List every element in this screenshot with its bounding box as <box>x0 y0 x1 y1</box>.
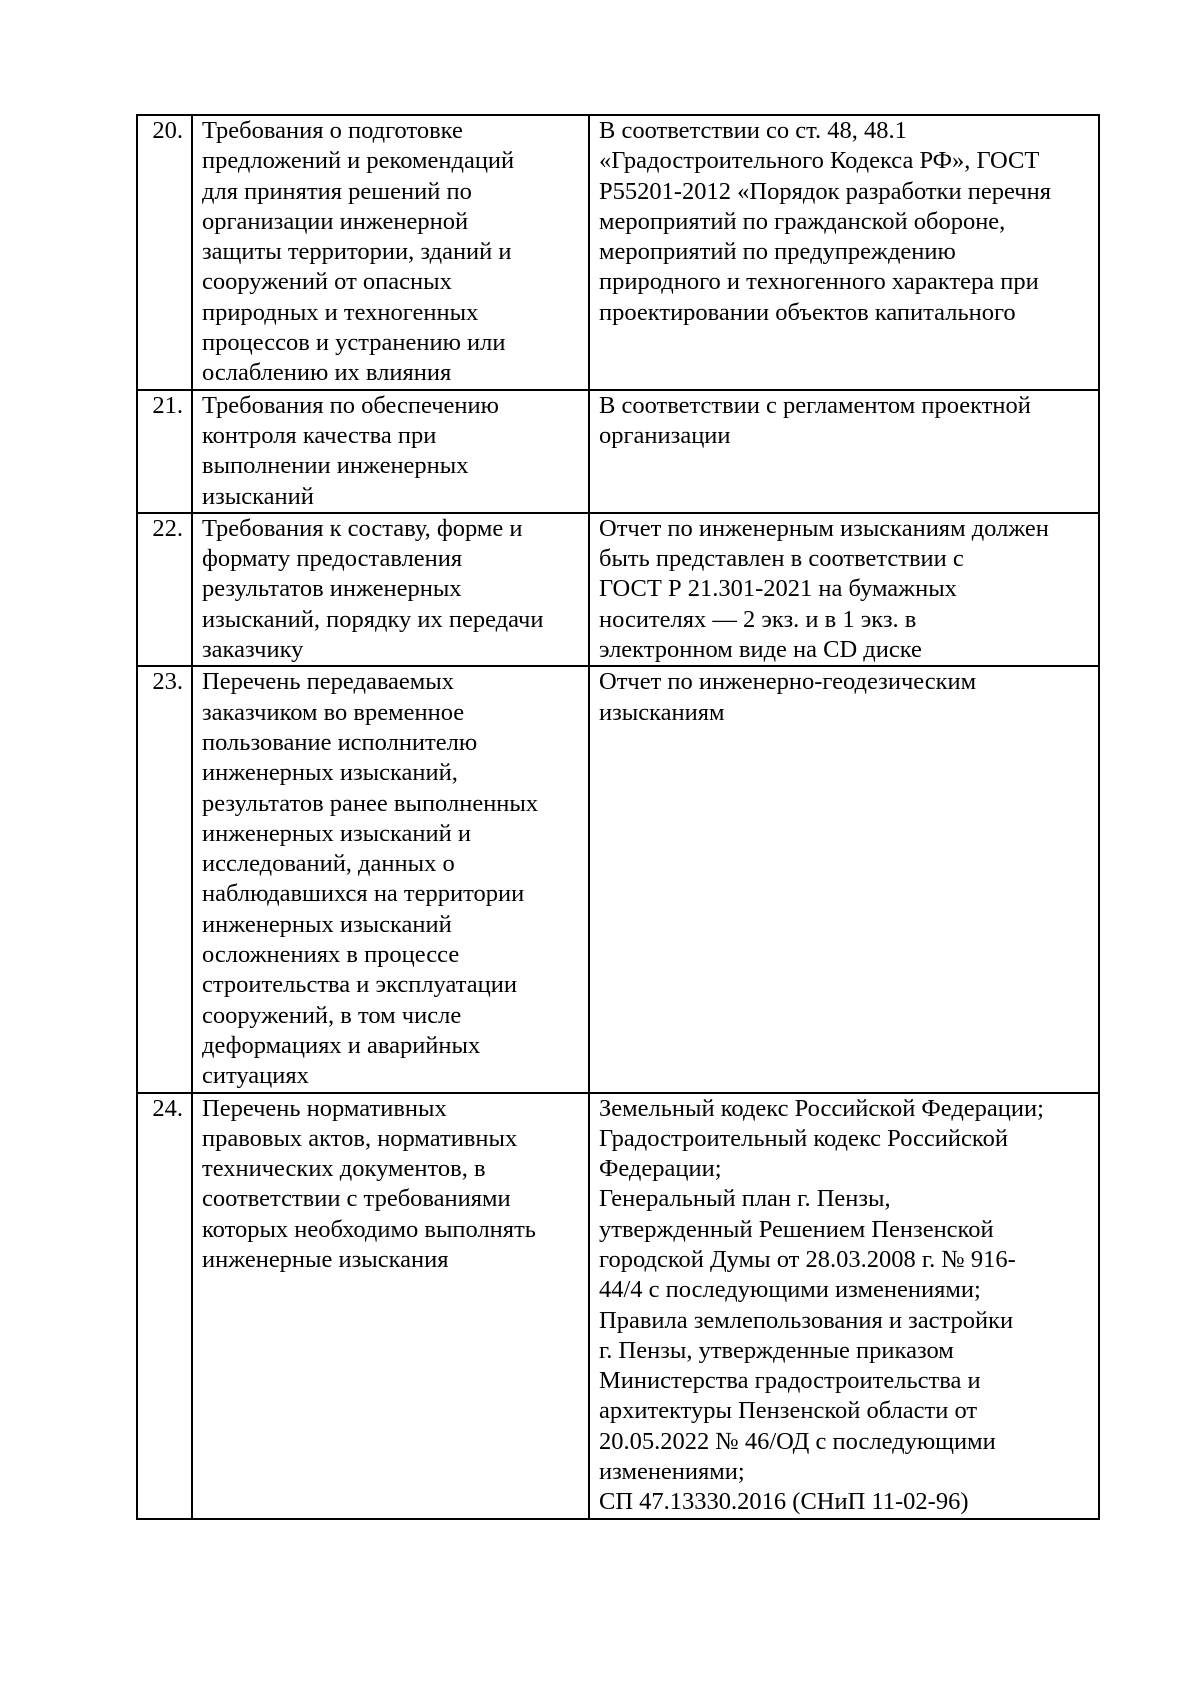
text-line: г. Пензы, утвержденные приказом <box>599 1336 954 1364</box>
table-row <box>137 115 1099 390</box>
text-line: процессов и устранению или <box>202 329 506 357</box>
requirements-table <box>136 114 1100 1520</box>
text-line: сооружений от опасных <box>202 268 452 296</box>
text-line: контроля качества при <box>202 421 437 449</box>
value-cell <box>589 115 1099 390</box>
text-line: изысканиям <box>599 698 725 726</box>
document-page <box>136 114 1098 1520</box>
value-cell <box>589 513 1099 666</box>
text-line: Требования к составу, форме и <box>202 514 523 542</box>
text-line: Генеральный план г. Пензы, <box>599 1185 891 1213</box>
row-number: 23. <box>137 666 192 1092</box>
requirement-cell <box>192 666 589 1092</box>
text-line: 20.05.2022 № 46/ОД с последующими <box>599 1427 996 1455</box>
text-line: наблюдавшихся на территории <box>202 880 525 908</box>
value-cell <box>589 390 1099 513</box>
text-line: Градостроительный кодекс Российской <box>599 1124 1008 1152</box>
table-row <box>137 390 1099 513</box>
text-line: для принятия решений по <box>202 177 472 205</box>
text-line: Перечень нормативных <box>202 1094 447 1122</box>
text-line: заказчику <box>202 636 304 664</box>
table-row <box>137 666 1099 1092</box>
text-line: Министерства градостроительства и <box>599 1367 981 1395</box>
text-line: утвержденный Решением Пензенской <box>599 1215 994 1243</box>
text-line: деформациях и аварийных <box>202 1031 481 1059</box>
text-line: архитектуры Пензенской области от <box>599 1397 978 1425</box>
text-line: результатов инженерных <box>202 575 462 603</box>
text-line: осложнениях в процессе <box>202 941 460 969</box>
text-line: ГОСТ Р 21.301-2021 на бумажных <box>599 575 957 603</box>
text-line: организации <box>599 421 731 449</box>
table-body <box>137 115 1099 1519</box>
text-line: организации инженерной <box>202 207 469 235</box>
value-cell <box>589 1093 1099 1519</box>
text-line: ослаблению их влияния <box>202 359 452 387</box>
text-line: мероприятий по гражданской обороне, <box>599 207 1006 235</box>
row-number: 24. <box>137 1093 192 1519</box>
text-line: проектировании объектов капитального <box>599 298 1016 326</box>
requirement-cell <box>192 115 589 390</box>
text-line: изысканий <box>202 482 314 510</box>
text-line: носителях — 2 экз. и в 1 экз. в <box>599 605 917 633</box>
text-line: пользование исполнителю <box>202 728 478 756</box>
text-line: Требования по обеспечению <box>202 391 499 419</box>
text-line: строительства и эксплуатации <box>202 971 517 999</box>
text-line: результатов ранее выполненных <box>202 789 539 817</box>
text-line: электронном виде на CD диске <box>599 636 922 664</box>
text-line: Отчет по инженерно-геодезическим <box>599 668 977 696</box>
text-line: предложений и рекомендаций <box>202 147 515 175</box>
text-line: защиты территории, зданий и <box>202 238 512 266</box>
text-line: изысканий, порядку их передачи <box>202 605 544 633</box>
text-line: выполнении инженерных <box>202 452 469 480</box>
text-line: «Градостроительного Кодекса РФ», ГОСТ <box>599 147 1040 175</box>
text-line: технических документов, в <box>202 1155 486 1183</box>
text-line: Федерации; <box>599 1155 722 1183</box>
text-line: природных и техногенных <box>202 298 479 326</box>
text-line: инженерных изысканий <box>202 910 452 938</box>
row-number: 20. <box>137 115 192 390</box>
text-line: В соответствии с регламентом проектной <box>599 391 1031 419</box>
text-line: Отчет по инженерным изысканиям должен <box>599 514 1049 542</box>
row-number: 22. <box>137 513 192 666</box>
text-line: инженерных изысканий, <box>202 759 458 787</box>
text-line: мероприятий по предупреждению <box>599 238 956 266</box>
text-line: ситуациях <box>202 1062 309 1090</box>
requirement-cell <box>192 513 589 666</box>
text-line: СП 47.13330.2016 (СНиП 11-02-96) <box>599 1488 969 1516</box>
text-line: правовых актов, нормативных <box>202 1124 518 1152</box>
text-line: Перечень передаваемых <box>202 668 455 696</box>
text-line: формату предоставления <box>202 545 463 573</box>
table-row <box>137 513 1099 666</box>
text-line: природного и техногенного характера при <box>599 268 1039 296</box>
text-line: сооружений, в том числе <box>202 1001 462 1029</box>
text-line: инженерные изыскания <box>202 1245 449 1273</box>
value-cell <box>589 666 1099 1092</box>
row-number: 21. <box>137 390 192 513</box>
text-line: соответствии с требованиями <box>202 1185 511 1213</box>
text-line: исследований, данных о <box>202 850 455 878</box>
text-line: 44/4 с последующими изменениями; <box>599 1276 981 1304</box>
text-line: которых необходимо выполнять <box>202 1215 536 1243</box>
text-line: Правила землепользования и застройки <box>599 1306 1014 1334</box>
table-row <box>137 1093 1099 1519</box>
text-line: быть представлен в соответствии с <box>599 545 964 573</box>
text-line: инженерных изысканий и <box>202 819 471 847</box>
requirement-cell <box>192 390 589 513</box>
text-line: Р55201-2012 «Порядок разработки перечня <box>599 177 1051 205</box>
requirement-cell <box>192 1093 589 1519</box>
text-line: Земельный кодекс Российской Федерации; <box>599 1094 1044 1122</box>
text-line: изменениями; <box>599 1458 745 1486</box>
text-line: Требования о подготовке <box>202 117 463 144</box>
text-line: заказчиком во временное <box>202 698 465 726</box>
text-line: городской Думы от 28.03.2008 г. № 916- <box>599 1245 1016 1273</box>
text-line: В соответствии со ст. 48, 48.1 <box>599 117 907 144</box>
